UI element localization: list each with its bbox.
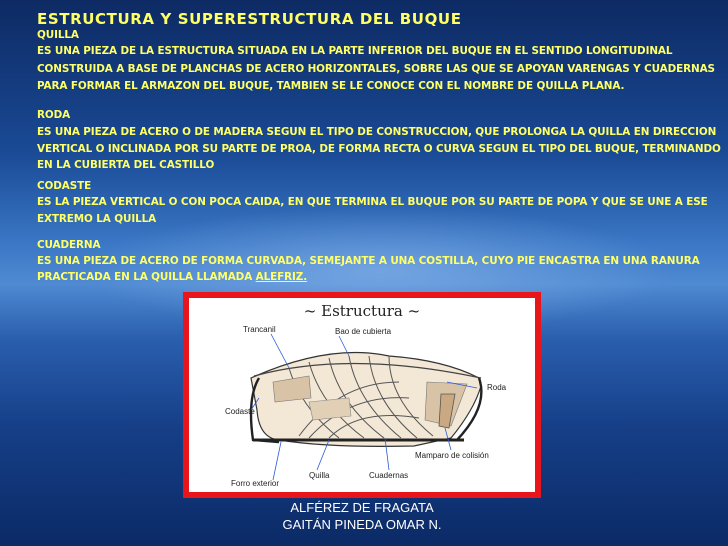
diagram-frame (183, 292, 541, 498)
label-roda: Roda (487, 383, 507, 392)
label-quilla: Quilla (309, 471, 330, 480)
label-codaste: Codaste (225, 407, 255, 416)
section-line-last (37, 269, 307, 285)
label-forro: Forro exterior (231, 479, 280, 488)
section-heading-codaste: CODASTE (37, 180, 92, 192)
section-line: ES UNA PIEZA DE ACERO O DE MADERA SEGUN EL TIPO DE CONSTRUCCION, QUE PROLONGA LA QUILLA EN DIRECCION (37, 126, 717, 138)
section-line: VERTICAL O INCLINADA POR SU PARTE DE PROA, DE FORMA RECTA O CURVA SEGUN EL TIPO DEL BUQUE, TERMINANDO (37, 143, 721, 155)
credit-rank: ALFÉREZ DE FRAGATA (290, 500, 434, 515)
section-heading-cuaderna: CUADERNA (37, 239, 101, 251)
credit-name: GAITÁN PINEDA OMAR N. (282, 517, 442, 532)
section-line: ES UNA PIEZA DE ACERO DE FORMA CURVADA, SEMEJANTE A UNA COSTILLA, CUYO PIE ENCASTRA EN UNA RANURA (37, 255, 700, 267)
section-heading-quilla: QUILLA (37, 29, 79, 41)
section-line: CONSTRUIDA A BASE DE PLANCHAS DE ACERO HORIZONTALES, SOBRE LAS QUE SE APOYAN VARENGAS Y CUADERNAS (37, 63, 715, 75)
section-line-prefix: PRACTICADA EN LA QUILLA LLAMADA (37, 271, 256, 283)
diagram-title: ~ Estructura ~ (303, 302, 421, 320)
section-line: ES LA PIEZA VERTICAL O CON POCA CAIDA, EN QUE TERMINA EL BUQUE POR SU PARTE DE POPA Y QUE SE UNE A ESE (37, 196, 708, 208)
label-bao: Bao de cubierta (335, 327, 392, 336)
section-line: PARA FORMAR EL ARMAZON DEL BUQUE, TAMBIEN SE LE CONOCE CON EL NOMBRE DE QUILLA PLANA. (37, 80, 625, 92)
hull-plate (309, 398, 351, 420)
label-mamparo: Mamparo de colisión (415, 451, 489, 460)
section-line: EXTREMO LA QUILLA (37, 213, 157, 225)
slide-title: ESTRUCTURA Y SUPERESTRUCTURA DEL BUQUE (37, 10, 462, 28)
label-cuadernas: Cuadernas (369, 471, 409, 480)
section-line: EN LA CUBIERTA DEL CASTILLO (37, 159, 215, 171)
section-heading-roda: RODA (37, 109, 71, 121)
ship-structure-diagram (189, 298, 535, 492)
section-line: ES UNA PIEZA DE LA ESTRUCTURA SITUADA EN LA PARTE INFERIOR DEL BUQUE EN EL SENTIDO LONGITUDINAL (37, 45, 673, 57)
alefriz-term: ALEFRIZ. (255, 271, 308, 283)
label-trancanil: Trancanil (243, 325, 276, 334)
